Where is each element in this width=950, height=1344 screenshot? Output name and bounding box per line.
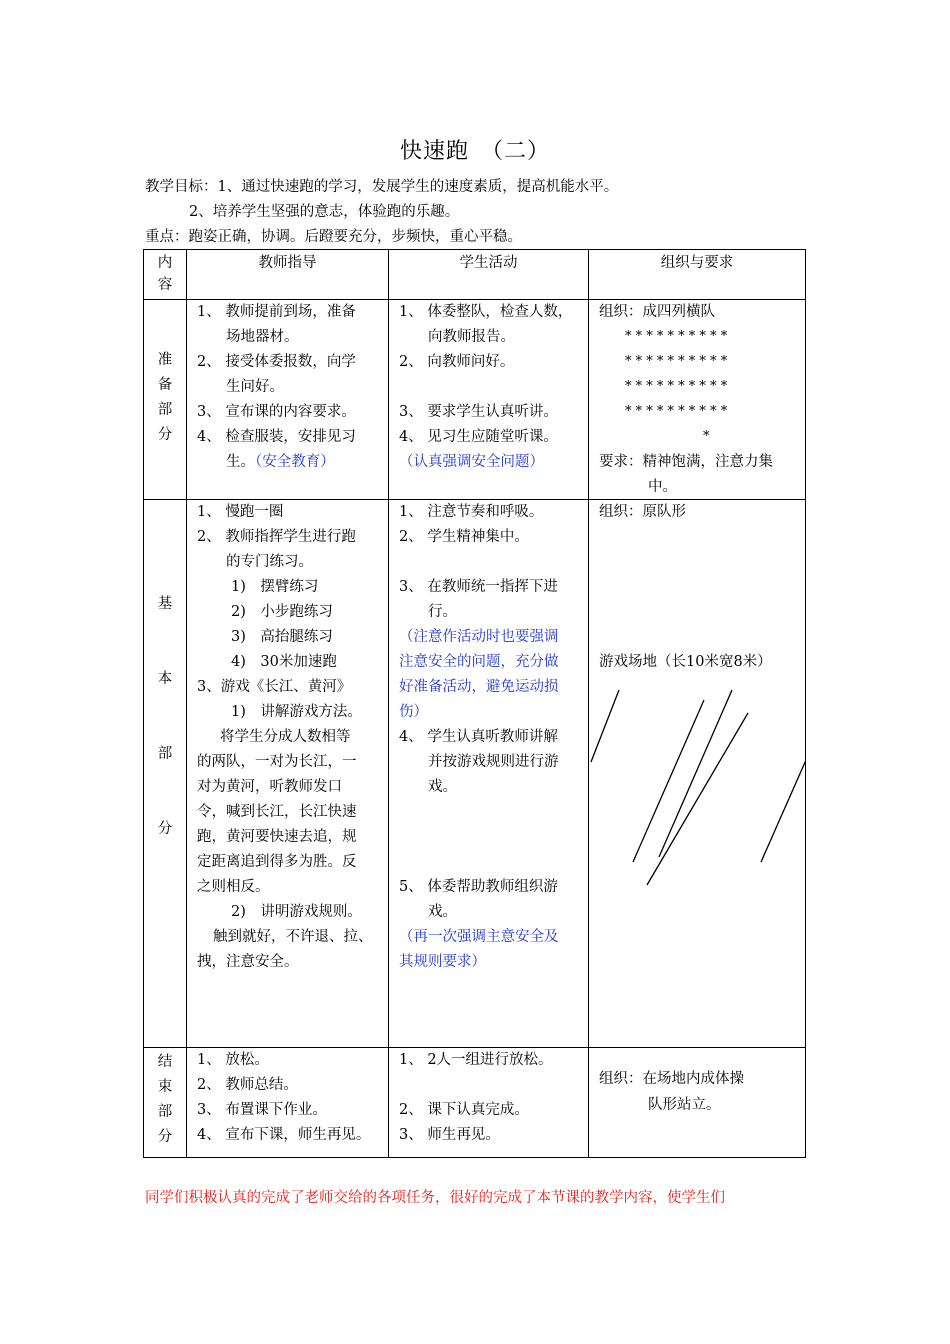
keypoints-line: 重点：跑姿正确，协调。后蹬要充分，步频快，重心平稳。 <box>145 229 522 245</box>
prep-student-line: 4、 见习生应随堂听课。 <box>399 429 558 445</box>
main-teacher-line: 将学生分成人数相等 <box>220 729 351 745</box>
end-section-label <box>144 1048 187 1158</box>
main-teacher-line: 的两队，一对为长江，一 <box>197 754 357 770</box>
prep-student-line: 2、 向教师问好。 <box>399 354 515 370</box>
section-char: 束 <box>157 1079 173 1095</box>
formation-teacher-mark: * <box>703 429 710 444</box>
prep-teacher-line: 场地器材。 <box>226 329 299 345</box>
header-content-char: 容 <box>157 277 173 293</box>
main-student-line: 行。 <box>428 604 457 620</box>
main-student-line: 5、 体委帮助教师组织游 <box>399 879 558 895</box>
prep-teacher-line: 3、 宣布课的内容要求。 <box>197 404 356 420</box>
main-teacher-line: 2、 教师指挥学生进行跑 <box>197 529 356 545</box>
main-org-cell <box>589 500 806 1048</box>
main-student-line: 3、 在教师统一指挥下进 <box>399 579 558 595</box>
safety-note: （再一次强调主意安全及 <box>399 929 559 945</box>
main-teacher-line: 令，喊到长江，长江快速 <box>197 804 357 820</box>
prep-org-cell <box>589 300 806 500</box>
end-student-cell <box>389 1048 589 1158</box>
end-teacher-cell <box>187 1048 389 1158</box>
field-line <box>633 700 704 862</box>
main-student-line: 1、 注意节奏和呼吸。 <box>399 504 544 520</box>
main-teacher-line: 2) 小步跑练习 <box>231 604 333 620</box>
main-student-cell <box>389 500 589 1048</box>
game-field-label: 游戏场地（长10米宽8米） <box>599 654 772 670</box>
prep-teacher-line: 2、 接受体委报数，向学 <box>197 354 356 370</box>
summary-text: 同学们积极认真的完成了老师交给的各项任务，很好的完成了本节课的教学内容，使学生们 <box>145 1190 725 1206</box>
header-row <box>144 250 806 300</box>
section-char: 分 <box>157 427 173 443</box>
safety-note: 其规则要求） <box>399 954 486 970</box>
section-char: 本 <box>157 671 173 687</box>
section-char: 结 <box>157 1054 173 1070</box>
main-teacher-line: 触到就好，不许退、拉、 <box>213 929 373 945</box>
main-teacher-line: 1、 慢跑一圈 <box>197 504 284 520</box>
end-student-line: 3、 师生再见。 <box>399 1127 500 1143</box>
prep-student-line: 3、 要求学生认真听讲。 <box>399 404 558 420</box>
safety-note: 伤） <box>399 704 428 720</box>
end-teacher-line: 4、 宣布下课，师生再见。 <box>197 1127 371 1143</box>
header-content-char: 内 <box>157 255 173 271</box>
header-student: 学生活动 <box>389 250 589 300</box>
field-line <box>591 690 619 762</box>
main-student-line: 戏。 <box>428 904 457 920</box>
page-title: 快速跑 （二） <box>399 139 550 164</box>
main-teacher-line: 4) 30米加速跑 <box>231 654 337 670</box>
end-student-line: 2、 课下认真完成。 <box>399 1102 529 1118</box>
prep-student-line: 向教师报告。 <box>428 329 515 345</box>
prep-teacher-cell <box>187 300 389 500</box>
main-student-line: 并按游戏规则进行游 <box>428 754 559 770</box>
section-char: 部 <box>157 746 173 762</box>
section-char: 准 <box>157 352 173 368</box>
header-content <box>144 250 187 300</box>
main-teacher-line: 3、游戏《长江、黄河》 <box>197 679 352 695</box>
end-teacher-line: 2、 教师总结。 <box>197 1077 298 1093</box>
header-teacher: 教师指导 <box>187 250 389 300</box>
main-teacher-line: 拽，注意安全。 <box>197 954 299 970</box>
prep-student-cell <box>389 300 589 500</box>
formation-row: * * * * * * * * * * <box>625 379 728 394</box>
field-line <box>659 690 732 857</box>
section-char: 分 <box>157 821 173 837</box>
end-teacher-line: 1、 放松。 <box>197 1052 269 1068</box>
end-org-line: 队形站立。 <box>648 1097 721 1113</box>
main-section-label <box>144 500 187 1048</box>
game-field-diagram <box>589 500 806 1048</box>
main-teacher-line: 1) 讲解游戏方法。 <box>231 704 362 720</box>
objective-line-1: 教学目标：1、通过快速跑的学习，发展学生的速度素质，提高机能水平。 <box>145 179 619 195</box>
prep-teacher-line: 4、 检查服装，安排见习 <box>197 429 356 445</box>
prep-student-line: 1、 体委整队，检查人数， <box>399 304 573 320</box>
end-row <box>144 1048 806 1158</box>
field-line <box>647 713 748 885</box>
prep-org-line: 要求：精神饱满，注意力集 <box>599 454 773 470</box>
main-student-line: 2、 学生精神集中。 <box>399 529 529 545</box>
safety-note: （安全教育） <box>255 454 335 470</box>
formation-row: * * * * * * * * * * <box>625 329 728 344</box>
safety-note: 注意安全的问题，充分做 <box>399 654 559 670</box>
main-teacher-line: 的专门练习。 <box>226 554 313 570</box>
section-char: 部 <box>157 402 173 418</box>
end-student-line: 1、 2人一组进行放松。 <box>399 1052 553 1068</box>
main-org-line: 组织：原队形 <box>599 504 686 520</box>
prep-teacher-line: 1、 教师提前到场，准备 <box>197 304 356 320</box>
main-teacher-line: 之则相反。 <box>197 879 270 895</box>
header-org: 组织与要求 <box>589 250 806 300</box>
prep-org-line: 中。 <box>648 479 677 495</box>
end-org-line: 组织：在场地内成体操 <box>599 1071 744 1087</box>
lesson-plan-table <box>143 249 806 1158</box>
formation-row: * * * * * * * * * * <box>625 354 728 369</box>
main-teacher-line: 1) 摆臂练习 <box>231 579 319 595</box>
main-student-line: 戏。 <box>428 779 457 795</box>
main-student-line: 4、 学生认真听教师讲解 <box>399 729 558 745</box>
section-char: 备 <box>157 377 173 393</box>
prep-teacher-line: 生。 <box>226 454 255 470</box>
main-teacher-line: 定距离追到得多为胜。反 <box>197 854 357 870</box>
main-teacher-line: 对为黄河，听教师发口 <box>197 779 342 795</box>
section-char: 分 <box>157 1129 173 1145</box>
prep-row <box>144 300 806 500</box>
main-row <box>144 500 806 1048</box>
prep-teacher-line: 生问好。 <box>226 379 284 395</box>
safety-note: （认真强调安全问题） <box>399 454 544 470</box>
objective-line-2: 2、培养学生坚强的意志，体验跑的乐趣。 <box>189 204 460 220</box>
formation-row: * * * * * * * * * * <box>625 404 728 419</box>
field-line <box>761 760 806 862</box>
prep-org-line: 组织：成四列横队 <box>599 304 715 320</box>
safety-note: （注意作活动时也要强调 <box>399 629 559 645</box>
end-teacher-line: 3、 布置课下作业。 <box>197 1102 327 1118</box>
section-char: 部 <box>157 1104 173 1120</box>
main-teacher-line: 2) 讲明游戏规则。 <box>231 904 362 920</box>
main-teacher-cell <box>187 500 389 1048</box>
main-teacher-line: 跑，黄河要快速去追，规 <box>197 829 357 845</box>
prep-section-label <box>144 300 187 500</box>
end-org-cell <box>589 1048 806 1158</box>
section-char: 基 <box>157 596 173 612</box>
main-teacher-line: 3) 高抬腿练习 <box>231 629 333 645</box>
safety-note: 好准备活动，避免运动损 <box>399 679 559 695</box>
